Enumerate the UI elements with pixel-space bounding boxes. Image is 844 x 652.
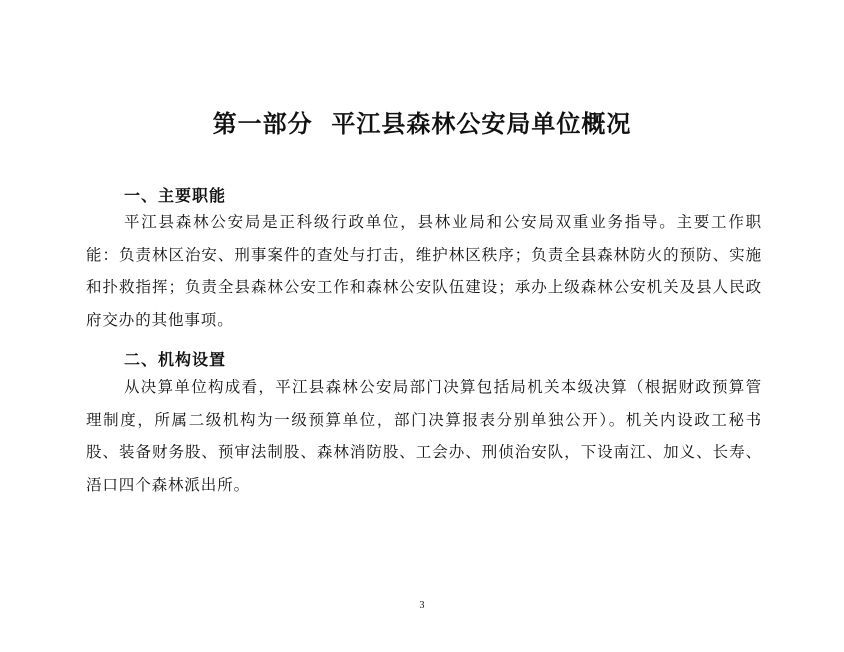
page-number: 3 — [419, 600, 425, 611]
section-body-organization: 从决算单位构成看，平江县森林公安局部门决算包括局机关本级决算（根据财政预算管理制度，所属二级机构为一级预算单位，部门决算报表分别单独公开）。机关内设政工秘书股、装备财务股、预审法制股、森林消防股、工会办、刑侦治安队，下设南江、加义、长寿、浯口四个森林派出所。 — [86, 378, 762, 494]
section-heading-organization: 二、机构设置 — [124, 350, 227, 369]
document-title: 第一部分 平江县森林公安局单位概况 — [212, 110, 632, 138]
section-body-main-functions: 平江县森林公安局是正科级行政单位，县林业局和公安局双重业务指导。主要工作职能：负责林区治安、刑事案件的查处与打击，维护林区秩序；负责全县森林防火的预防、实施和扑救指挥；负责全县森林公安工作和森林公安队伍建设；承办上级森林公安机关及县人民政府交办的其他事项。 — [86, 213, 762, 329]
section-heading-main-functions: 一、主要职能 — [124, 186, 227, 205]
